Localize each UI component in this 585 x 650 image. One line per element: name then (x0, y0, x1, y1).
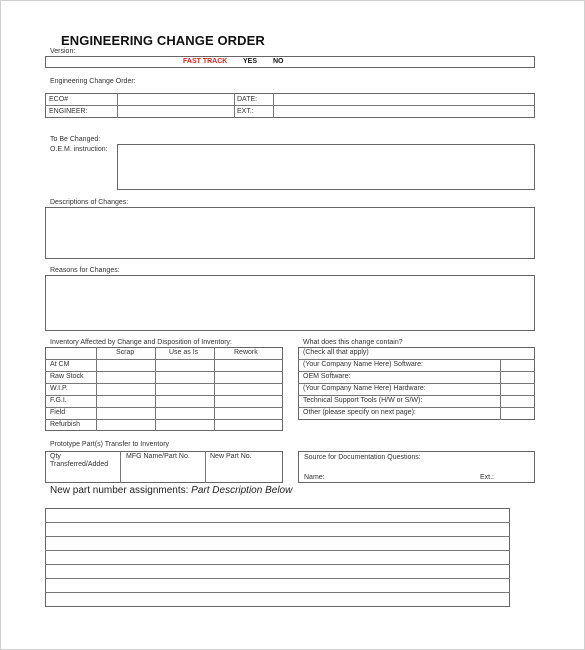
inventory-col-line (96, 347, 97, 431)
eco-number-label: ECO# (49, 96, 69, 103)
date-field[interactable] (274, 94, 534, 104)
contains-checkbox[interactable] (501, 360, 534, 371)
inventory-col-use-as-is: Use as Is (169, 349, 199, 356)
eco-number-field[interactable] (118, 94, 233, 104)
source-ext-label: Ext.: (480, 474, 495, 481)
part-assignment-row-line (45, 564, 510, 565)
contains-oem-software: OEM Software: (303, 373, 351, 380)
inventory-row-line (45, 395, 283, 396)
ext-field[interactable] (274, 106, 534, 117)
prototype-col-line (205, 451, 206, 483)
part-assignment-row-line (45, 536, 510, 537)
engineer-label: ENGINEER: (49, 108, 88, 115)
inventory-heading: Inventory Affected by Change and Disposition of Inventory: (50, 339, 232, 346)
descriptions-label: Descriptions of Changes: (50, 199, 129, 206)
contains-checkbox[interactable] (501, 396, 534, 407)
inventory-row-line (45, 419, 283, 420)
contains-company-software: (Your Company Name Here) Software: (303, 361, 423, 368)
contains-checkbox[interactable] (501, 384, 534, 395)
inventory-col-rework: Rework (234, 349, 258, 356)
source-name-label: Name: (304, 474, 325, 481)
engineer-field[interactable] (118, 106, 233, 117)
contains-heading: What does this change contain? (303, 339, 403, 346)
part-assignment-row-line (45, 550, 510, 551)
new-part-assignments-text: New part number assignments: (50, 485, 192, 496)
part-assignment-row-line (45, 522, 510, 523)
contains-tech-support: Technical Support Tools (H/W or S/W): (303, 397, 423, 404)
fast-track-no[interactable]: NO (273, 58, 284, 65)
page-title: ENGINEERING CHANGE ORDER (61, 33, 265, 48)
inventory-row-raw-stock: Raw Stock (50, 373, 84, 380)
contains-check-all: (Check all that apply) (303, 349, 369, 356)
prototype-heading: Prototype Part(s) Transfer to Inventory (50, 441, 170, 448)
contains-other: Other (please specify on next page): (303, 409, 416, 416)
contains-checkbox[interactable] (501, 408, 534, 419)
oem-instruction-label: O.E.M. instruction: (50, 146, 108, 153)
oem-instruction-field[interactable] (117, 144, 535, 190)
prototype-mfg-label: MFG Name/Part No. (126, 453, 190, 460)
fast-track-yes[interactable]: YES (243, 58, 258, 65)
contains-checkbox[interactable] (501, 372, 534, 383)
inventory-row-line (45, 407, 283, 408)
reasons-field[interactable] (45, 275, 535, 331)
inventory-row-refurbish: Refurbish (50, 421, 80, 428)
inventory-row-at-cm: At CM (50, 361, 70, 368)
date-label: DATE: (237, 96, 258, 103)
inventory-row-line (45, 359, 283, 360)
inventory-row-fgi: F.G.I. (50, 397, 67, 404)
descriptions-field[interactable] (45, 207, 535, 259)
inventory-col-scrap: Scrap (116, 349, 135, 356)
inventory-row-wip: W.I.P. (50, 385, 68, 392)
inventory-row-field: Field (50, 409, 66, 416)
eco-section-label: Engineering Change Order: (50, 78, 136, 85)
prototype-col-line (120, 451, 121, 483)
new-part-description-note: Part Description Below (191, 485, 293, 496)
eco-table-divider (234, 93, 235, 118)
inventory-row-line (45, 383, 283, 384)
part-assignment-row-line (45, 592, 510, 593)
prototype-new-part-label: New Part No. (210, 453, 252, 460)
contains-company-hardware: (Your Company Name Here) Hardware: (303, 385, 426, 392)
fast-track-row (45, 56, 535, 68)
fast-track-label: FAST TRACK (183, 58, 228, 65)
inventory-col-line (214, 347, 215, 431)
prototype-qty-label: Qty Transferred/Added (50, 453, 109, 468)
inventory-col-line (155, 347, 156, 431)
version-label: Version: (50, 48, 76, 55)
ext-label: EXT.: (237, 108, 254, 115)
inventory-row-line (45, 371, 283, 372)
to-be-changed-label: To Be Changed: (50, 136, 101, 143)
part-assignment-row-line (45, 578, 510, 579)
new-part-assignments-label (50, 485, 292, 496)
source-label: Source for Documentation Questions: (304, 454, 421, 461)
reasons-label: Reasons for Changes: (50, 267, 120, 274)
